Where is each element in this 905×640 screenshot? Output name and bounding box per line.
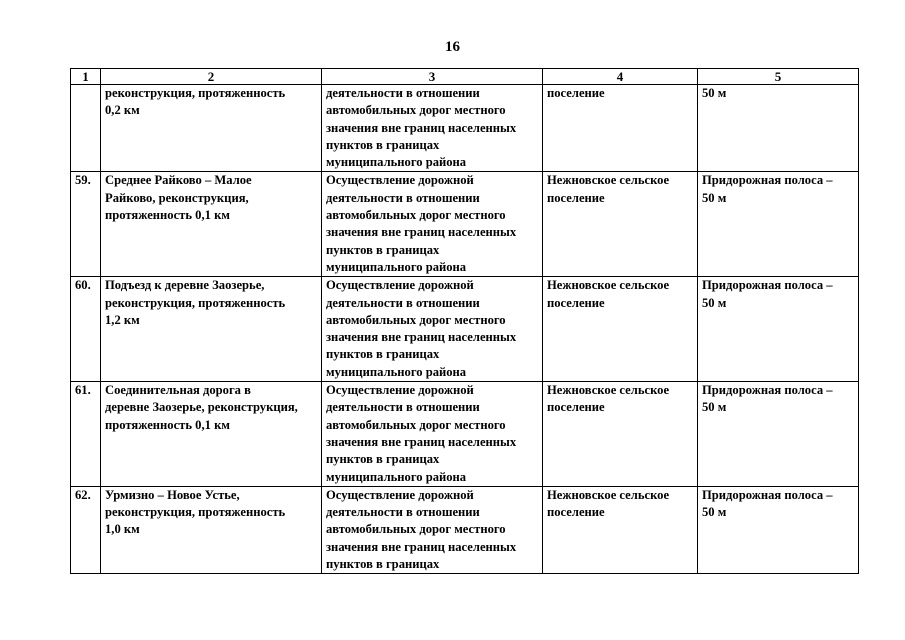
location-cell: Нежновское сельское поселение — [543, 277, 698, 382]
table-row — [71, 382, 859, 487]
page-number: 16 — [445, 39, 460, 55]
column-header-5: 5 — [698, 69, 859, 85]
table-row — [71, 85, 859, 172]
object-name-cell: реконструкция, протяженность 0,2 км — [101, 85, 322, 172]
zone-cell: Придорожная полоса – 50 м — [698, 172, 859, 277]
location-cell: Нежновское сельское поселение — [543, 486, 698, 573]
location-cell: Нежновское сельское поселение — [543, 172, 698, 277]
purpose-cell: деятельности в отношении автомобильных дорог местного значения вне границ населенных пунктов в границах муниципального района — [322, 85, 543, 172]
zone-cell: Придорожная полоса – 50 м — [698, 382, 859, 487]
zone-cell: 50 м — [698, 85, 859, 172]
objects-table — [70, 68, 859, 574]
object-name-cell: Урмизно – Новое Устье, реконструкция, протяженность 1,0 км — [101, 486, 322, 573]
column-header-2: 2 — [101, 69, 322, 85]
location-cell: Нежновское сельское поселение — [543, 382, 698, 487]
table-row — [71, 486, 859, 573]
table-header-row — [71, 69, 859, 85]
object-name-cell: Среднее Райково – Малое Райково, реконструкция, протяженность 0,1 км — [101, 172, 322, 277]
row-number-cell: 59. — [71, 172, 101, 277]
zone-cell: Придорожная полоса – 50 м — [698, 277, 859, 382]
location-cell: поселение — [543, 85, 698, 172]
purpose-cell: Осуществление дорожной деятельности в отношении автомобильных дорог местного значения вне границ населенных пунктов в границах муниципального района — [322, 277, 543, 382]
column-header-3: 3 — [322, 69, 543, 85]
purpose-cell: Осуществление дорожной деятельности в отношении автомобильных дорог местного значения вне границ населенных пунктов в границах муниципального района — [322, 172, 543, 277]
table-body — [71, 85, 859, 574]
object-name-cell: Соединительная дорога в деревне Заозерье, реконструкция, протяженность 0,1 км — [101, 382, 322, 487]
purpose-cell: Осуществление дорожной деятельности в отношении автомобильных дорог местного значения вне границ населенных пунктов в границах — [322, 486, 543, 573]
row-number-cell — [71, 85, 101, 172]
row-number-cell: 61. — [71, 382, 101, 487]
table-row — [71, 277, 859, 382]
row-number-cell: 62. — [71, 486, 101, 573]
column-header-4: 4 — [543, 69, 698, 85]
table-row — [71, 172, 859, 277]
purpose-cell: Осуществление дорожной деятельности в отношении автомобильных дорог местного значения вне границ населенных пунктов в границах муниципального района — [322, 382, 543, 487]
column-header-1: 1 — [71, 69, 101, 85]
row-number-cell: 60. — [71, 277, 101, 382]
object-name-cell: Подъезд к деревне Заозерье, реконструкция, протяженность 1,2 км — [101, 277, 322, 382]
zone-cell: Придорожная полоса – 50 м — [698, 486, 859, 573]
